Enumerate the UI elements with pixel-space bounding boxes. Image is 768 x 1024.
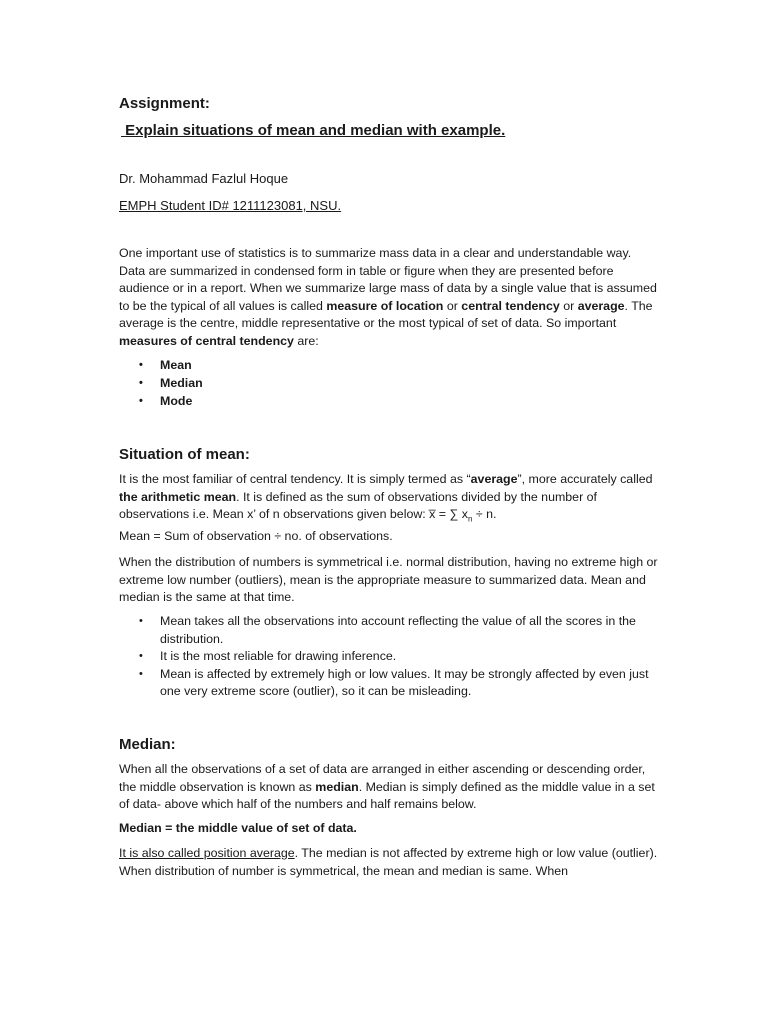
list-item: • Mean takes all the observations into account reflecting the value of all the scores in the distribution. [119,613,659,648]
mean-definition: It is the most familiar of central tendency. It is simply termed as “average”, more accurately called the arithmetic mean. It is defined as the sum of observations divided by the number of observations i.e. Mean x’ of n observations given below: x̅ = ∑ $x_n \div n$. [119,472,653,524]
list-item: • Mean [119,356,419,374]
mean-symmetric-paragraph: When the distribution of numbers is symmetrical i.e. normal distribution, having no extreme high or extreme low number (outliers), mean is the appropriate measure to summarized data. Mean and median is the same at that time. [119,555,658,605]
assignment-label: Assignment: [119,95,210,112]
measures-list [119,356,419,410]
list-item: • Mode [119,392,419,410]
median-formula: Median = the middle value of set of data. [119,821,357,835]
mean-heading: Situation of mean: [119,446,250,463]
list-item: • Median [119,374,419,392]
median-position-paragraph: It is also called position average. The median is not affected by extreme high or low value (outlier). When distribution of number is symmetrical, the mean and median is same. When [119,846,658,878]
median-definition: When all the observations of a set of data are arranged in either ascending or descending order, the middle observation is known as median. Median is simply defined as the middle value in a set of data- above which half of the numbers and half remains below. [119,762,655,812]
assignment-title: Explain situations of mean and median with example. [121,122,506,139]
intro-paragraph: One important use of statistics is to summarize mass data in a clear and understandable way. Data are summarized in condensed form in table or figure when they are presented before audience or in a report. When we summarize large mass of data by a single value that is assumed to be the typical of all values is called measure of location or central tendency or average. The average is the centre, middle representative or the most typical of set of data. So important measures of central tendency are: [119,246,657,348]
mean-properties-list [119,613,659,701]
median-heading: Median: [119,736,176,753]
mean-formula: Mean = Sum of observation ÷ no. of observations. [119,529,393,543]
student-id: EMPH Student ID# 1211123081, NSU. [119,198,342,213]
list-item: • Mean is affected by extremely high or low values. It may be strongly affected by even just one very extreme score (outlier), so it can be misleading. [119,666,659,701]
author-name: Dr. Mohammad Fazlul Hoque [119,171,289,186]
list-item: • It is the most reliable for drawing inference. [119,648,659,666]
